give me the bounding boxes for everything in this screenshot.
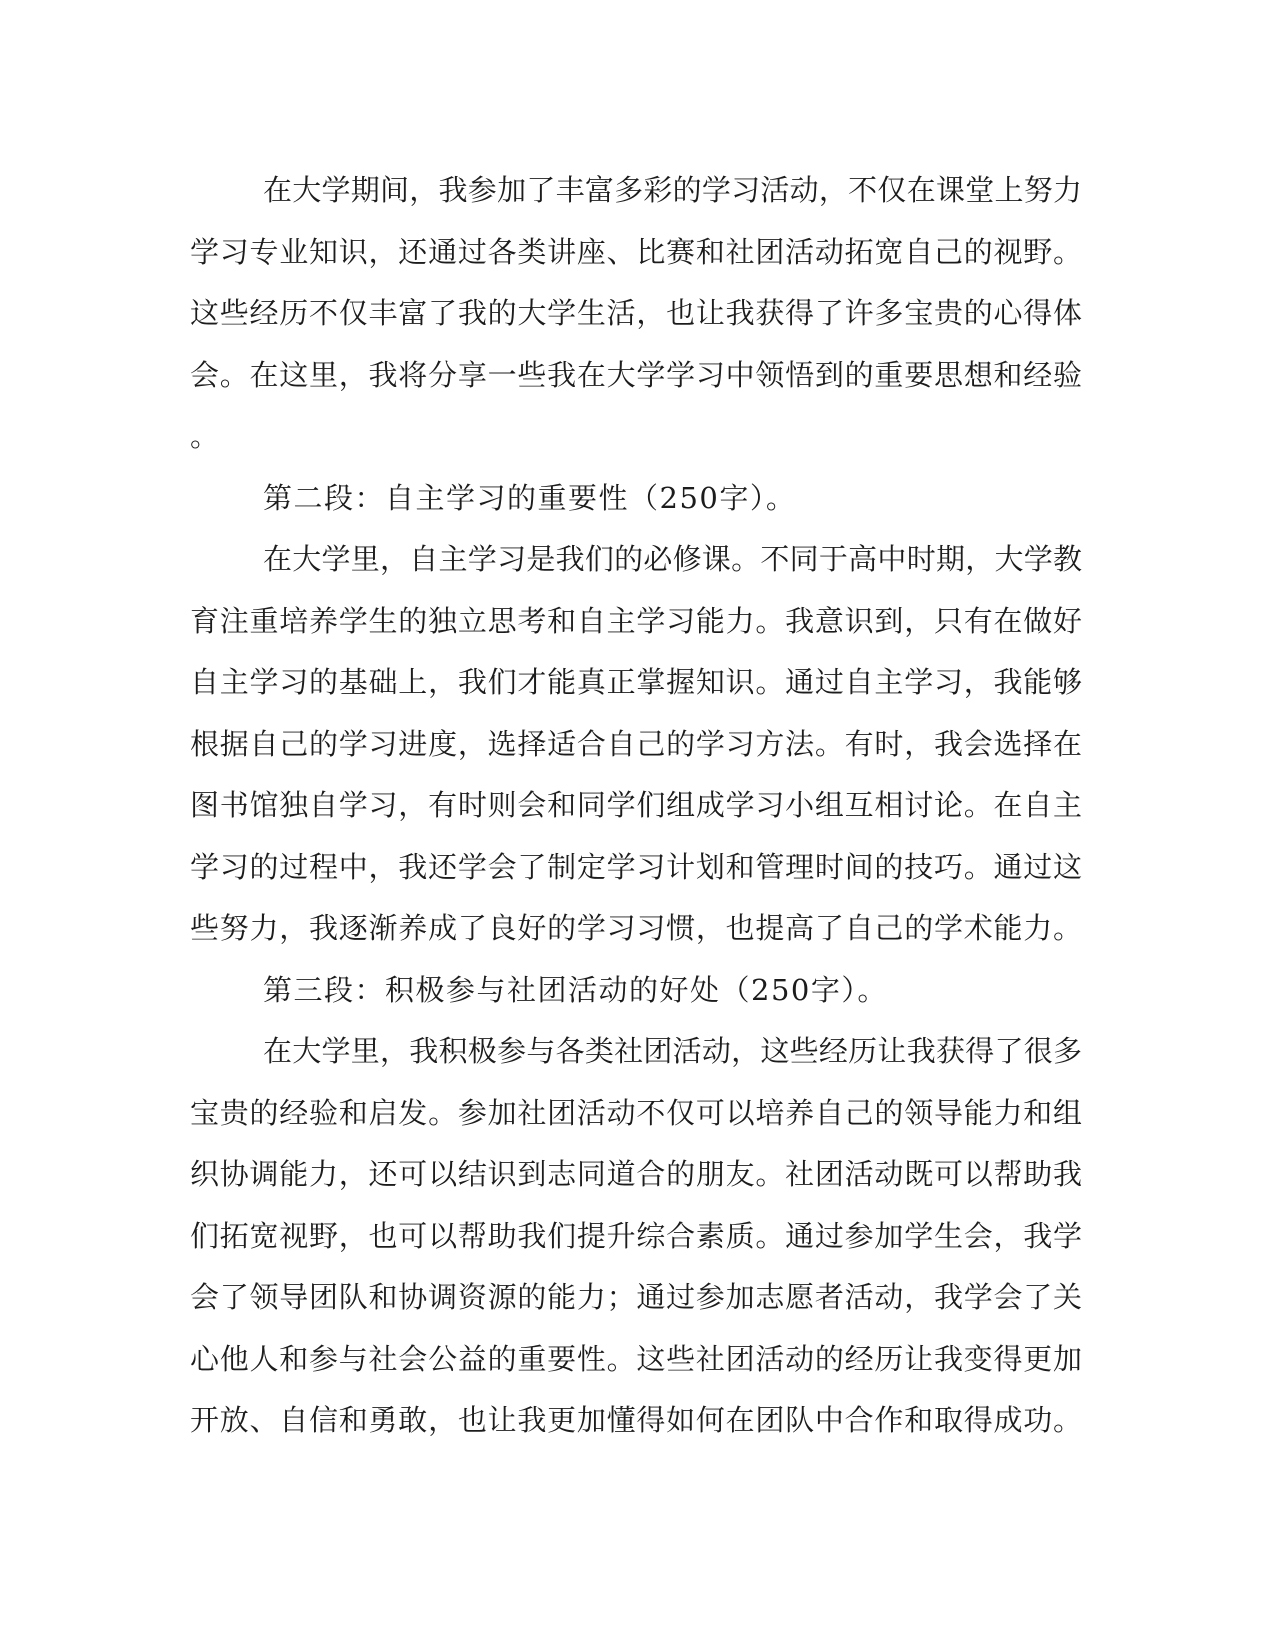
paragraph-line: 些努力，我逐渐养成了良好的学习习惯，也提高了自己的学术能力。 — [190, 911, 1082, 945]
section-heading: 第三段：积极参与社团活动的好处（250字）。 — [263, 972, 888, 1007]
document-body — [190, 160, 1082, 1452]
paragraph-line: 宝贵的经验和启发。参加社团活动不仅可以培养自己的领导能力和组 — [190, 1095, 1082, 1130]
paragraph-self-study — [190, 529, 1082, 960]
section-heading: 第二段：自主学习的重要性（250字）。 — [263, 480, 797, 515]
paragraph-intro — [190, 160, 1082, 468]
paragraph-line: 在大学里，我积极参与各类社团活动，这些经历让我获得了很多 — [263, 1034, 1082, 1068]
paragraph-line: 织协调能力，还可以结识到志同道合的朋友。社团活动既可以帮助我 — [190, 1157, 1082, 1191]
paragraph-line: 图书馆独自学习，有时则会和同学们组成学习小组互相讨论。在自主 — [190, 788, 1082, 822]
section-heading-3 — [190, 960, 1082, 1022]
paragraph-line: 们拓宽视野，也可以帮助我们提升综合素质。通过参加学生会，我学 — [190, 1218, 1082, 1253]
paragraph-line: 会。在这里，我将分享一些我在大学学习中领悟到的重要思想和经验 — [190, 357, 1082, 392]
paragraph-line: 会了领导团队和协调资源的能力；通过参加志愿者活动，我学会了关 — [190, 1280, 1082, 1314]
paragraph-line: 育注重培养学生的独立思考和自主学习能力。我意识到，只有在做好 — [190, 603, 1082, 638]
paragraph-line: 心他人和参与社会公益的重要性。这些社团活动的经历让我变得更加 — [190, 1341, 1082, 1376]
paragraph-clubs — [190, 1021, 1082, 1452]
paragraph-line: 在大学期间，我参加了丰富多彩的学习活动，不仅在课堂上努力 — [263, 173, 1082, 207]
paragraph-line: 这些经历不仅丰富了我的大学生活，也让我获得了许多宝贵的心得体 — [190, 296, 1082, 330]
paragraph-line: 自主学习的基础上，我们才能真正掌握知识。通过自主学习，我能够 — [190, 665, 1082, 699]
paragraph-line: 。 — [190, 419, 221, 453]
paragraph-line: 根据自己的学习进度，选择适合自己的学习方法。有时，我会选择在 — [190, 726, 1082, 761]
paragraph-line: 开放、自信和勇敢，也让我更加懂得如何在团队中合作和取得成功。 — [190, 1403, 1082, 1437]
paragraph-line: 在大学里，自主学习是我们的必修课。不同于高中时期，大学教 — [263, 542, 1082, 576]
paragraph-line: 学习专业知识，还通过各类讲座、比赛和社团活动拓宽自己的视野。 — [190, 234, 1082, 269]
section-heading-2 — [190, 468, 1082, 530]
paragraph-line: 学习的过程中，我还学会了制定学习计划和管理时间的技巧。通过这 — [190, 849, 1082, 884]
